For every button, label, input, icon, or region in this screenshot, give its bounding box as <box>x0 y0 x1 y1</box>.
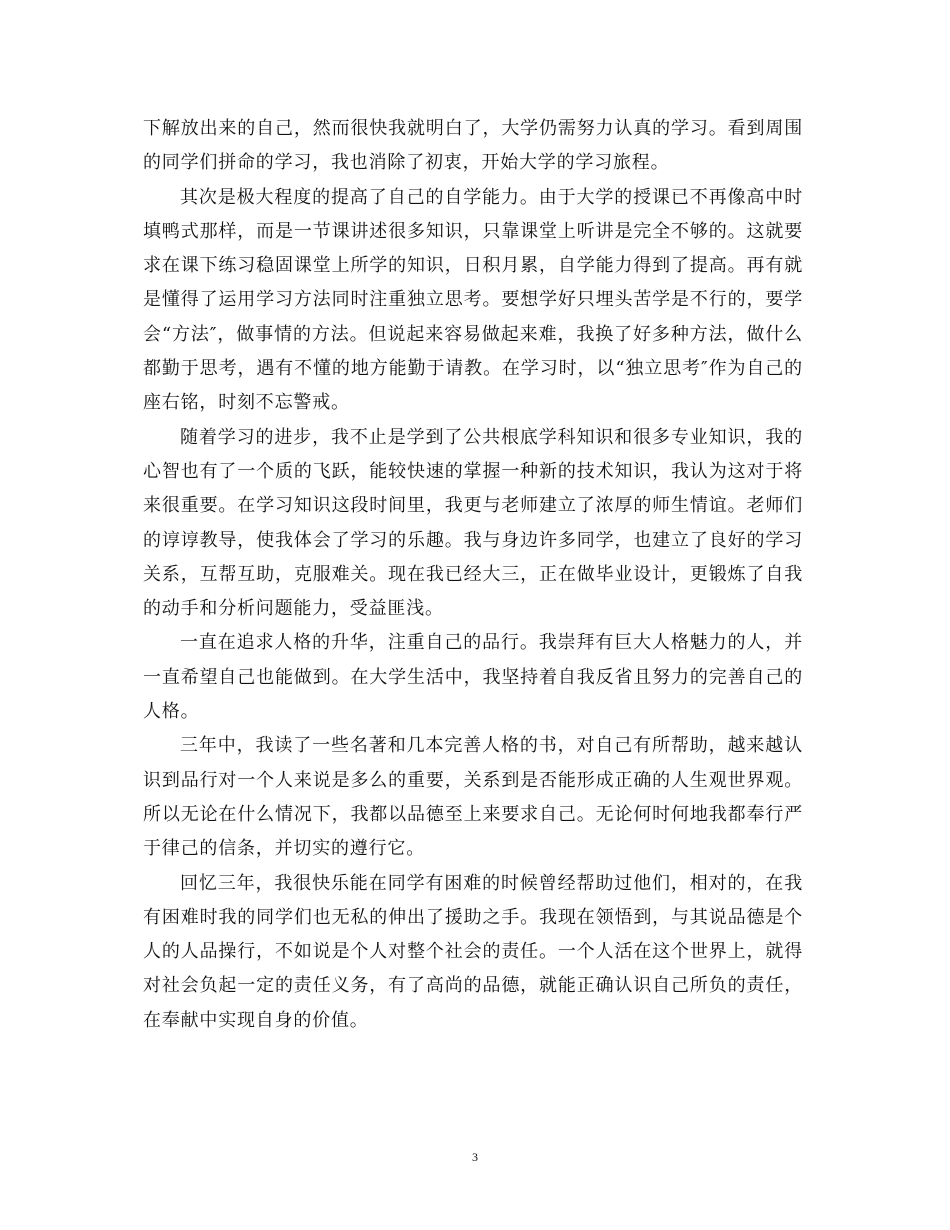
paragraph-reading: 三年中，我读了一些名著和几本完善人格的书，对自己有所帮助，越来越认识到品行对一个人来说是多么的重要，关系到是否能形成正确的人生观世界观。所以无论在什么情况下，我都以品德至上来要求自己。无论何时何地我都奉行严于律己的信条，并切实的遵行它。 <box>143 735 803 860</box>
paragraph-reflection: 回忆三年，我很快乐能在同学有困难的时候曾经帮助过他们，相对的，在我有困难时我的同学们也无私的伸出了援助之手。我现在领悟到，与其说品德是个人的人品操行，不如说是个人对整个社会的责任。一个人活在这个世界上，就得对社会负起一定的责任义务，有了高尚的品德，就能正确认识自己所负的责任，在奉献中实现自身的价值。 <box>143 872 803 1031</box>
paragraph-character: 一直在追求人格的升华，注重自己的品行。我崇拜有巨大人格魅力的人，并一直希望自己也能做到。在大学生活中，我坚持着自我反省且努力的完善自己的人格。 <box>143 632 803 723</box>
paragraph-learning-progress: 随着学习的进步，我不止是学到了公共根底学科知识和很多专业知识，我的心智也有了一个质的飞跃，能较快速的掌握一种新的技术知识，我认为这对于将来很重要。在学习知识这段时间里，我更与老师建立了浓厚的师生情谊。老师们的谆谆教导，使我体会了学习的乐趣。我与身边许多同学，也建立了良好的学习关系，互帮互助，克服难关。现在我已经大三，正在做毕业设计，更锻炼了自我的动手和分析问题能力，受益匪浅。 <box>143 426 803 620</box>
paragraph-self-study: 其次是极大程度的提高了自己的自学能力。由于大学的授课已不再像高中时填鸭式那样，而是一节课讲述很多知识，只靠课堂上听讲是完全不够的。这就要求在课下练习稳固课堂上所学的知识，日积月累，自学能力得到了提高。再有就是懂得了运用学习方法同时注重独立思考。要想学好只埋头苦学是不行的，要学会“方法″，做事情的方法。但说起来容易做起来难，我换了好多种方法，做什么都勤于思考，遇有不懂的地方能勤于请教。在学习时，以“独立思考″作为自己的座右铭，时刻不忘警戒。 <box>143 186 803 414</box>
document-body <box>143 112 803 1038</box>
page-number: 3 <box>472 1150 478 1164</box>
paragraph-continuation: 下解放出来的自己，然而很快我就明白了，大学仍需努力认真的学习。看到周围的同学们拼命的学习，我也消除了初衷，开始大学的学习旅程。 <box>143 118 803 174</box>
